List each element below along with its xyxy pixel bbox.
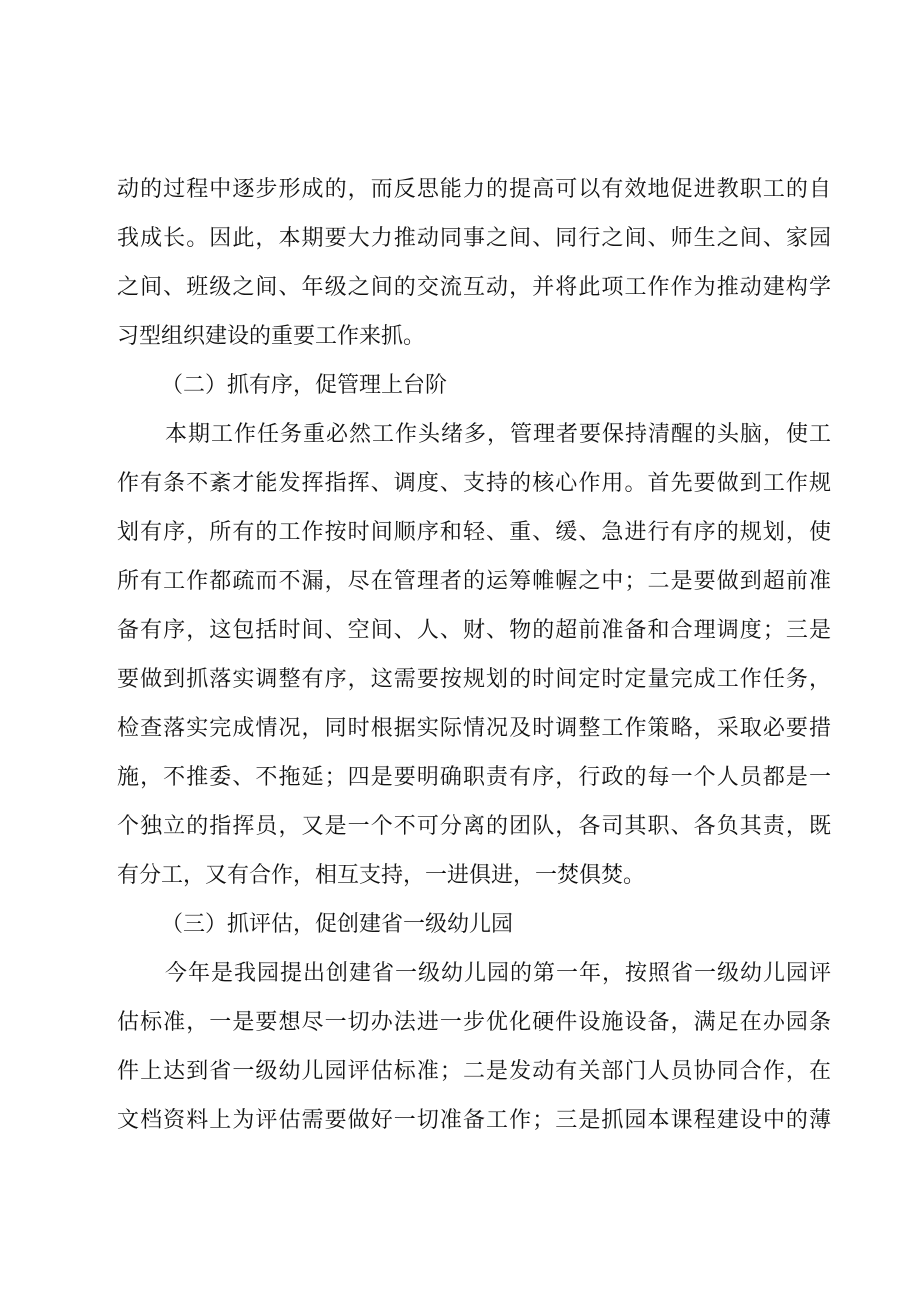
paragraph-line: 要做到抓落实调整有序，这需要按规划的时间定时定量完成工作任务， xyxy=(117,667,831,692)
paragraph-line: 备有序，这包括时间、空间、人、财、物的超前准备和合理调度；三是 xyxy=(117,618,831,643)
paragraph-line: 施，不推委、不拖延；四是要明确职责有序，行政的每一个人员都是一 xyxy=(117,765,831,790)
paragraph-line: 有分工，又有合作，相互支持，一进俱进，一焚俱焚。 xyxy=(117,863,646,888)
section-heading: （二）抓有序，促管理上台阶 xyxy=(161,373,448,398)
paragraph-line: 习型组织建设的重要工作来抓。 xyxy=(117,324,426,349)
paragraph-line: 件上达到省一级幼儿园评估标准；二是发动有关部门人员协同合作，在 xyxy=(117,1059,831,1084)
paragraph-line: 本期工作任务重必然工作头绪多，管理者要保持清醒的头脑，使工 xyxy=(165,422,831,447)
paragraph-line: 个独立的指挥员，又是一个不可分离的团队，各司其职、各负其责，既 xyxy=(117,814,831,839)
section-heading: （三）抓评估，促创建省一级幼儿园 xyxy=(161,912,514,937)
paragraph-line: 检查落实完成情况，同时根据实际情况及时调整工作策略，采取必要措 xyxy=(117,716,831,741)
paragraph-line: 估标准，一是要想尽一切办法进一步优化硬件设施设备，满足在办园条 xyxy=(117,1010,831,1035)
paragraph-line: 动的过程中逐步形成的，而反思能力的提高可以有效地促进教职工的自 xyxy=(117,177,831,202)
document-body xyxy=(117,165,831,1145)
paragraph-line: 作有条不紊才能发挥指挥、调度、支持的核心作用。首先要做到工作规 xyxy=(117,471,831,496)
paragraph-line: 我成长。因此，本期要大力推动同事之间、同行之间、师生之间、家园 xyxy=(117,226,831,251)
paragraph-line: 所有工作都疏而不漏，尽在管理者的运筹帷幄之中；二是要做到超前准 xyxy=(117,569,831,594)
paragraph-line: 今年是我园提出创建省一级幼儿园的第一年，按照省一级幼儿园评 xyxy=(165,961,831,986)
paragraph-line: 划有序，所有的工作按时间顺序和轻、重、缓、急进行有序的规划，使 xyxy=(117,520,831,545)
paragraph-line: 之间、班级之间、年级之间的交流互动，并将此项工作作为推动建构学 xyxy=(117,275,831,300)
paragraph-line: 文档资料上为评估需要做好一切准备工作；三是抓园本课程建设中的薄 xyxy=(117,1108,831,1133)
